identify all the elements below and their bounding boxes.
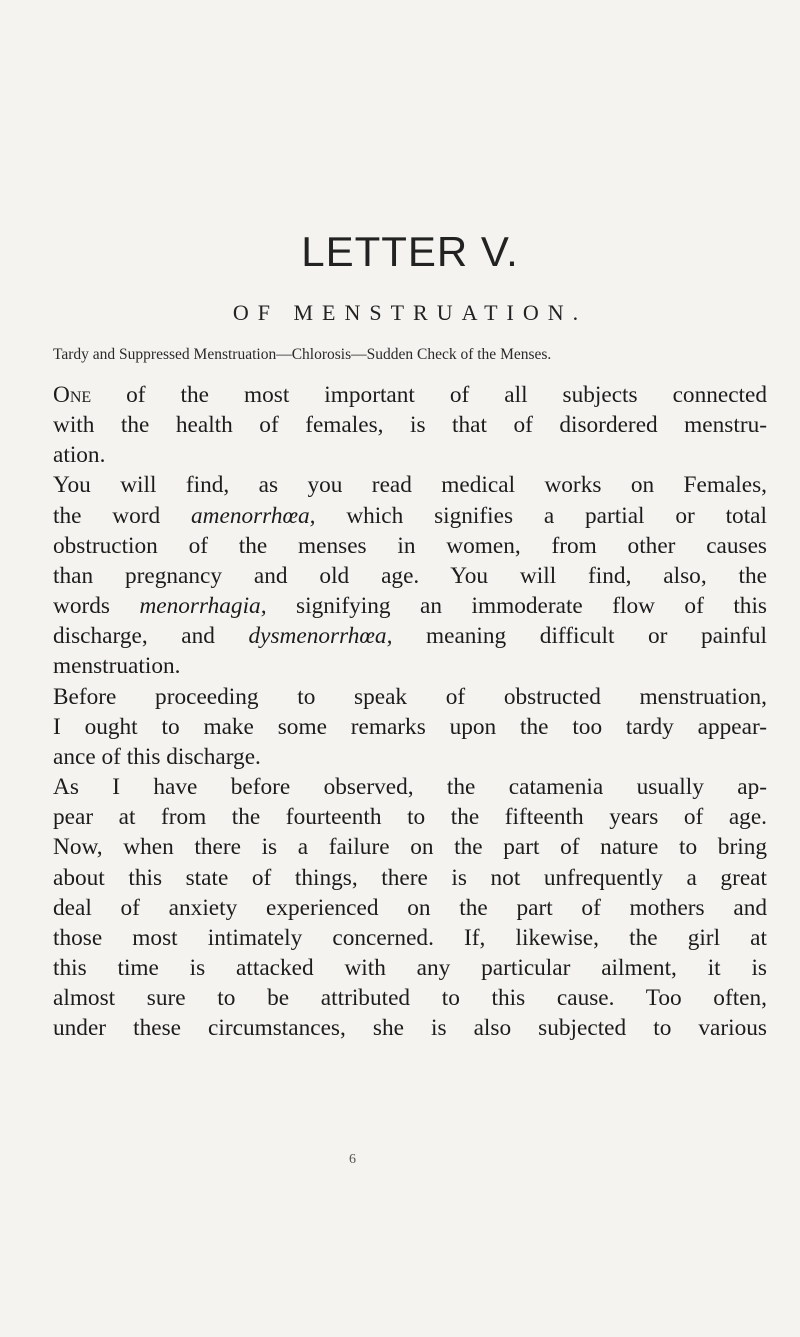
body-text xyxy=(53,380,767,1043)
text-segment: which signifies a partial or total xyxy=(346,502,767,529)
paragraph-4 xyxy=(53,772,767,1043)
letter-heading: LETTER V. xyxy=(301,228,519,275)
signature-mark: 6 xyxy=(349,1152,356,1167)
text-line: ation. xyxy=(53,442,106,469)
drop-word: One xyxy=(53,382,92,408)
text-line: deal of anxiety experienced on the part of mothers and xyxy=(53,894,767,921)
text-line: You will find, as you read medical works on Females, xyxy=(53,472,767,499)
text-line: those most intimately concerned. If, likewise, the girl at xyxy=(53,924,767,951)
text-segment: signifying an immoderate flow of this xyxy=(296,593,767,620)
chapter-summary: Tardy and Suppressed Menstruation—Chlorosis—Sudden Check of the Menses. xyxy=(53,346,552,363)
term-menorrhagia: menorrhagia, xyxy=(139,593,267,620)
term-amenorrhoea: amenorrhœa, xyxy=(191,502,316,529)
text-line: Now, when there is a failure on the part of nature to bring xyxy=(53,834,767,861)
text-line xyxy=(53,501,767,531)
text-segment: of the most important of all subjects connected xyxy=(126,382,768,408)
paragraph-2 xyxy=(53,470,767,681)
text-line xyxy=(53,591,767,621)
text-line: pear at from the fourteenth to the fifteenth years of age. xyxy=(53,804,767,831)
text-segment: meaning difficult or painful xyxy=(425,623,767,650)
text-line: As I have before observed, the catamenia usually ap- xyxy=(53,774,767,801)
term-dysmenorrhoea: dysmenorrhœa, xyxy=(248,623,393,650)
text-segment: discharge, and xyxy=(53,623,215,650)
text-line: this time is attacked with any particular ailment, it is xyxy=(53,954,767,981)
text-line xyxy=(53,380,767,410)
text-segment: words xyxy=(53,593,110,620)
text-line: I ought to make some remarks upon the too tardy appear- xyxy=(53,713,767,740)
text-line: than pregnancy and old age. You will find, also, the xyxy=(53,562,767,589)
paragraph-3 xyxy=(53,682,767,772)
text-segment: the word xyxy=(53,502,161,529)
paragraph-1 xyxy=(53,380,767,470)
text-line: almost sure to be attributed to this cause. Too often, xyxy=(53,985,767,1012)
section-heading: OF MENSTRUATION. xyxy=(232,300,588,325)
text-line: with the health of females, is that of disordered menstru- xyxy=(53,412,767,439)
text-line: ance of this discharge. xyxy=(53,743,261,770)
text-line: about this state of things, there is not unfrequently a great xyxy=(53,864,767,891)
text-line: obstruction of the menses in women, from other causes xyxy=(53,532,767,559)
text-line: menstruation. xyxy=(53,653,181,680)
text-line: Before proceeding to speak of obstructed menstruation, xyxy=(53,683,767,710)
text-line xyxy=(53,621,767,651)
text-line: under these circumstances, she is also subjected to various xyxy=(53,1015,767,1042)
